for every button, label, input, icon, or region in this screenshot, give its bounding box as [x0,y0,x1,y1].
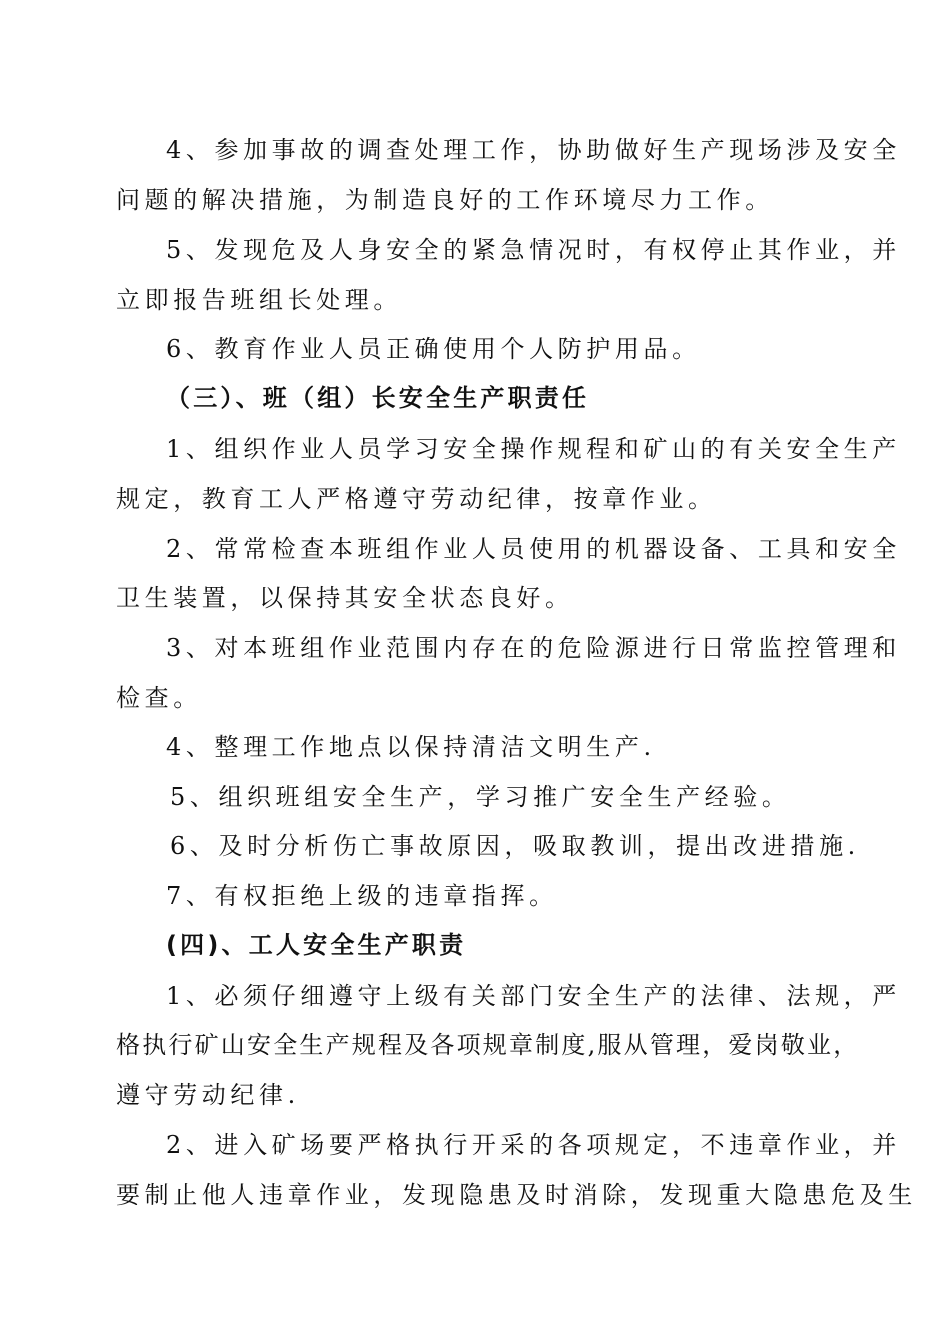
section-heading: （三）、班（组）长安全生产职责任 [166,384,590,412]
paragraph-line: 6、及时分析伤亡事故原因，吸取教训，提出改进措施. [170,832,860,860]
paragraph-line: 格执行矿山安全生产规程及各项规章制度,服从管理，爱岗敬业， [116,1031,860,1059]
paragraph-line: 遵守劳动纪律. [116,1081,300,1109]
paragraph-line: 卫生装置，以保持其安全状态良好。 [116,584,574,612]
paragraph-line: 检查。 [116,684,202,712]
paragraph-line: 立即报告班组长处理。 [116,286,402,314]
paragraph-line: 5、发现危及人身安全的紧急情况时，有权停止其作业，并 [166,236,901,264]
paragraph-line: 7、有权拒绝上级的违章指挥。 [166,882,558,910]
paragraph-line: 5、组织班组安全生产，学习推广安全生产经验。 [170,783,791,811]
paragraph-line: 6、教育作业人员正确使用个人防护用品。 [166,335,701,363]
paragraph-line: 3、对本班组作业范围内存在的危险源进行日常监控管理和 [166,634,901,662]
paragraph-line: 问题的解决措施，为制造良好的工作环境尽力工作。 [116,186,774,214]
paragraph-line: 4、整理工作地点以保持清洁文明生产. [166,733,656,761]
paragraph-line: 1、必须仔细遵守上级有关部门安全生产的法律、法规，严 [166,982,901,1010]
paragraph-line: 1、组织作业人员学习安全操作规程和矿山的有关安全生产 [166,435,901,463]
paragraph-line: 2、常常检查本班组作业人员使用的机器设备、工具和安全 [166,535,901,563]
paragraph-line: 规定，教育工人严格遵守劳动纪律，按章作业。 [116,485,717,513]
section-heading: (四)、工人安全生产职责 [166,931,467,959]
paragraph-line: 4、参加事故的调查处理工作，协助做好生产现场涉及安全 [166,136,901,164]
paragraph-line: 2、进入矿场要严格执行开采的各项规定，不违章作业，并 [166,1131,901,1159]
paragraph-line: 要制止他人违章作业，发现隐患及时消除，发现重大隐患危及生 [116,1181,917,1209]
